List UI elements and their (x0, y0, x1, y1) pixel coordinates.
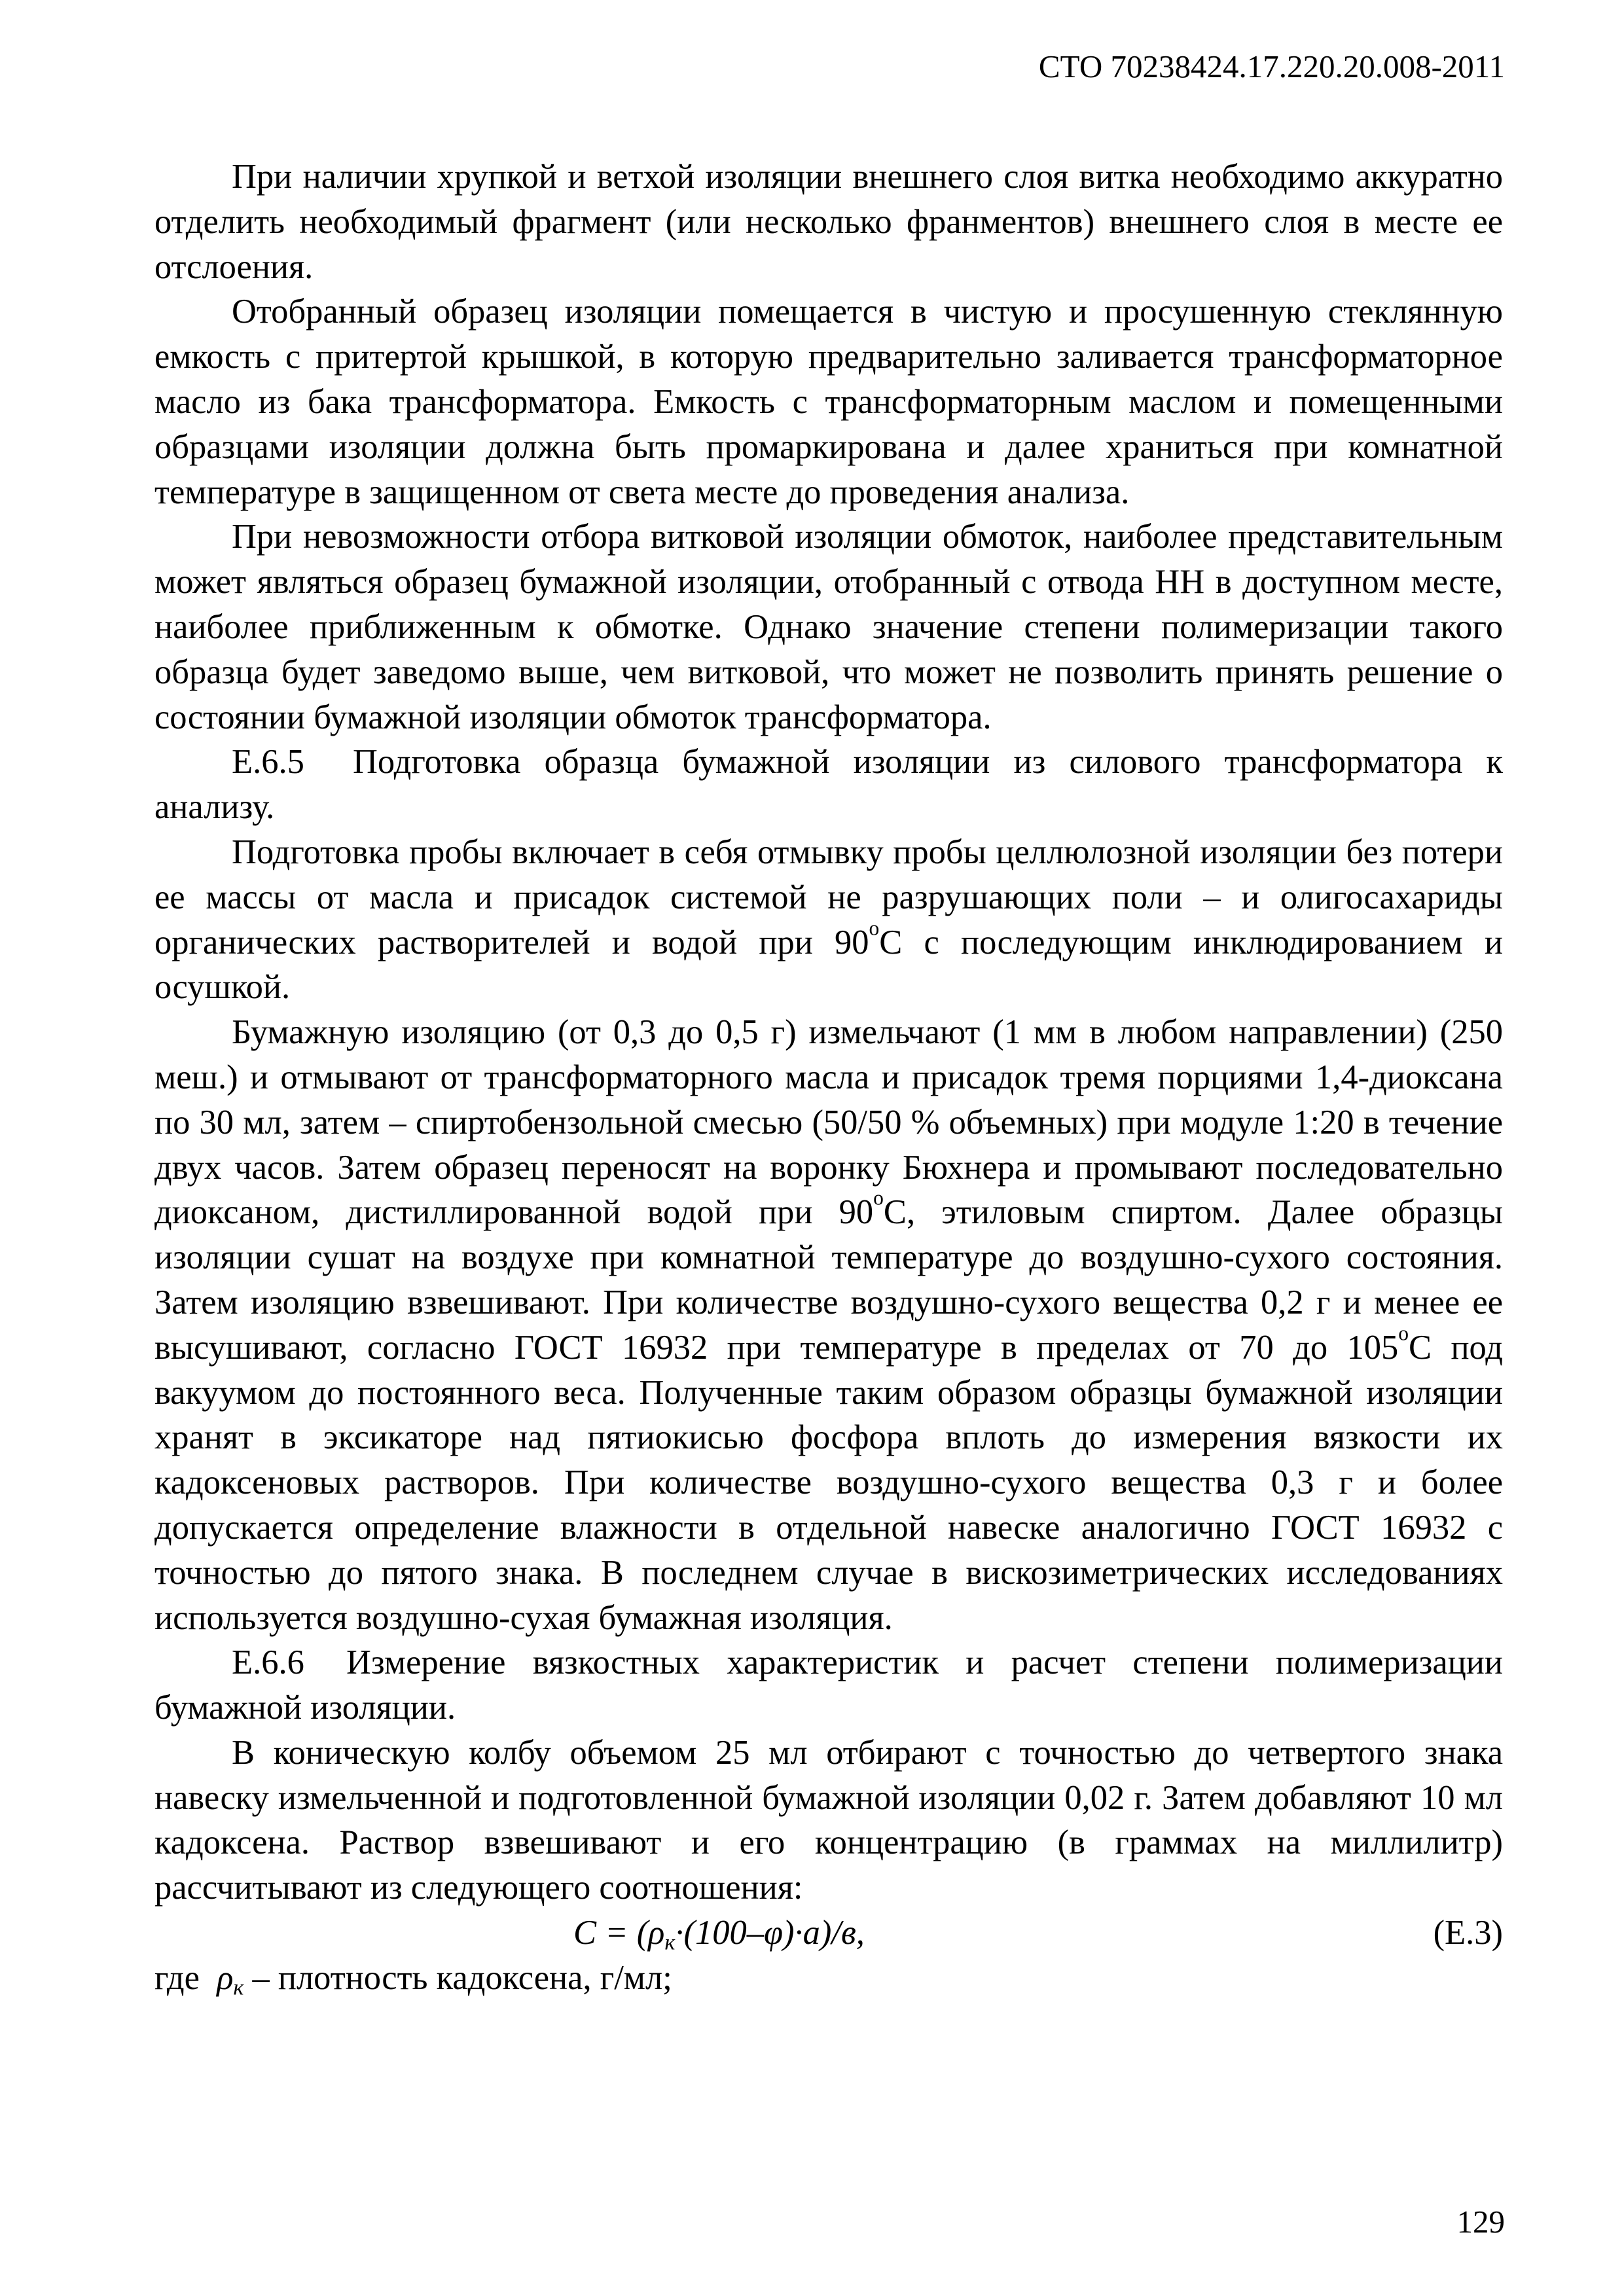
formula-lhs: C = (ρ (573, 1914, 665, 1952)
density-symbol: ρ (217, 1958, 234, 1997)
degree-mark: о (1398, 1321, 1409, 1345)
text-segment: С под вакуумом до постоянного веса. Полученные таким образом образцы бумажной изоляции хранят в эксикаторе над пятиокисью фосфора вплоть до измерения вязкости их кадоксеновых растворов. При количестве воздушно-сухого вещества 0,3 г и более допускается определение влажности в отдельной навеске аналогично ГОСТ 16932 с точностью до пятого знака. В последнем случае в вискозиметрических исследованиях используется воздушно-сухая бумажная изоляция. (154, 1328, 1504, 1637)
density-subscript: к (233, 1975, 244, 2000)
paragraph-sample-preparation (154, 830, 1503, 1010)
paragraph-brittle-insulation: При наличии хрупкой и ветхой изоляции внешнего слоя витка необходимо аккуратно отделить необходимый фрагмент (или несколько франментов) внешнего слоя в месте ее отслоения. (154, 158, 1503, 286)
degree-mark: о (873, 1186, 884, 1210)
section-title-e66: Измерение вязкостных характеристик и расчет степени полимеризации бумажной изоляции. (154, 1643, 1503, 1727)
section-heading-e65 (154, 740, 1503, 830)
section-heading-e66 (154, 1640, 1503, 1731)
text-segment: Подготовка пробы включает в себя отмывку пробы целлюлозной изоляции без потери ее массы от масла и присадок системой не разрушающих поли – и олигосахариды органических растворителей и водой при 90 (154, 833, 1503, 961)
degree-mark: о (869, 916, 880, 940)
section-title-e65: Подготовка образца бумажной изоляции из силового трансформатора к анализу. (154, 743, 1503, 827)
formula-rhs: ·(100–φ)·а)/в, (675, 1914, 865, 1952)
paragraph-washing-procedure (154, 1010, 1503, 1640)
where-word: где (154, 1958, 200, 1997)
paragraph-sample-storage: Отобранный образец изоляции помещается в чистую и просушенную стеклянную емкость с притертой крышкой, в которую предварительно заливается трансформаторное масло из бака трансформатора. Емкость с трансформаторным маслом и помещенными образцами изоляции должна быть промаркирована и далее храниться при комнатной температуре в защищенном от света месте до проведения анализа. (154, 293, 1503, 511)
text-segment: С с последующим инклюдированием и осушкой. (154, 923, 1504, 1007)
section-number-e65: Е.6.5 (232, 743, 304, 781)
equation-number: (Е.3) (1433, 1914, 1503, 1952)
text-segment: С, этиловым спиртом. Далее образцы изоляции сушат на воздухе при комнатной температуре до воздушно-сухого состояния. Затем изоляцию взвешивают. При количестве воздушно-сухого вещества 0,2 г и менее ее высушивают, согласно ГОСТ 16932 при температуре в пределах от 70 до 105 (154, 1193, 1503, 1367)
density-definition: – плотность кадоксена, г/мл; (244, 1958, 672, 1997)
formula-subscript: к (664, 1930, 676, 1955)
text-segment: Бумажную изоляцию (от 0,3 до 0,5 г) измельчают (1 мм в любом направлении) (250 меш.) и отмывают от трансформаторного масла и присадок тремя порциями 1,4-диоксана по 30 мл, затем – спиртобензольной смесью (50/50 % объемных) при модуле 1:20 в течение двух часов. Затем образец переносят на воронку Бюхнера и промывают последовательно диоксаном, дистиллированной водой при 90 (154, 1013, 1503, 1232)
paragraph-measurement: В коническую колбу объемом 25 мл отбирают с точностью до четвертого знака навеску измельченной и подготовленной бумажной изоляции 0,02 г. Затем добавляют 10 мл кадоксена. Раствор взвешивают и его концентрацию (в граммах на миллилитр) рассчитывают из следующего соотношения: (154, 1733, 1503, 1907)
paragraph-alternative-sample: При невозможности отбора витковой изоляции обмоток, наиболее представительным может являться образец бумажной изоляции, отобранный с отвода НН в доступном месте, наиболее приближенным к обмотке. Однако значение степени полимеризации такого образца будет заведомо выше, чем витковой, что может не позволить принять решение о состоянии бумажной изоляции обмоток трансформатора. (154, 518, 1503, 736)
section-number-e66: Е.6.6 (232, 1643, 304, 1682)
concentration-formula (573, 1910, 865, 1956)
page-number: 129 (1456, 2204, 1505, 2240)
document-code-header: СТО 70238424.17.220.20.008-2011 (1038, 48, 1505, 84)
formula-row (154, 1910, 1503, 1956)
document-body (154, 154, 1503, 2001)
variable-definition (154, 1956, 1503, 2001)
